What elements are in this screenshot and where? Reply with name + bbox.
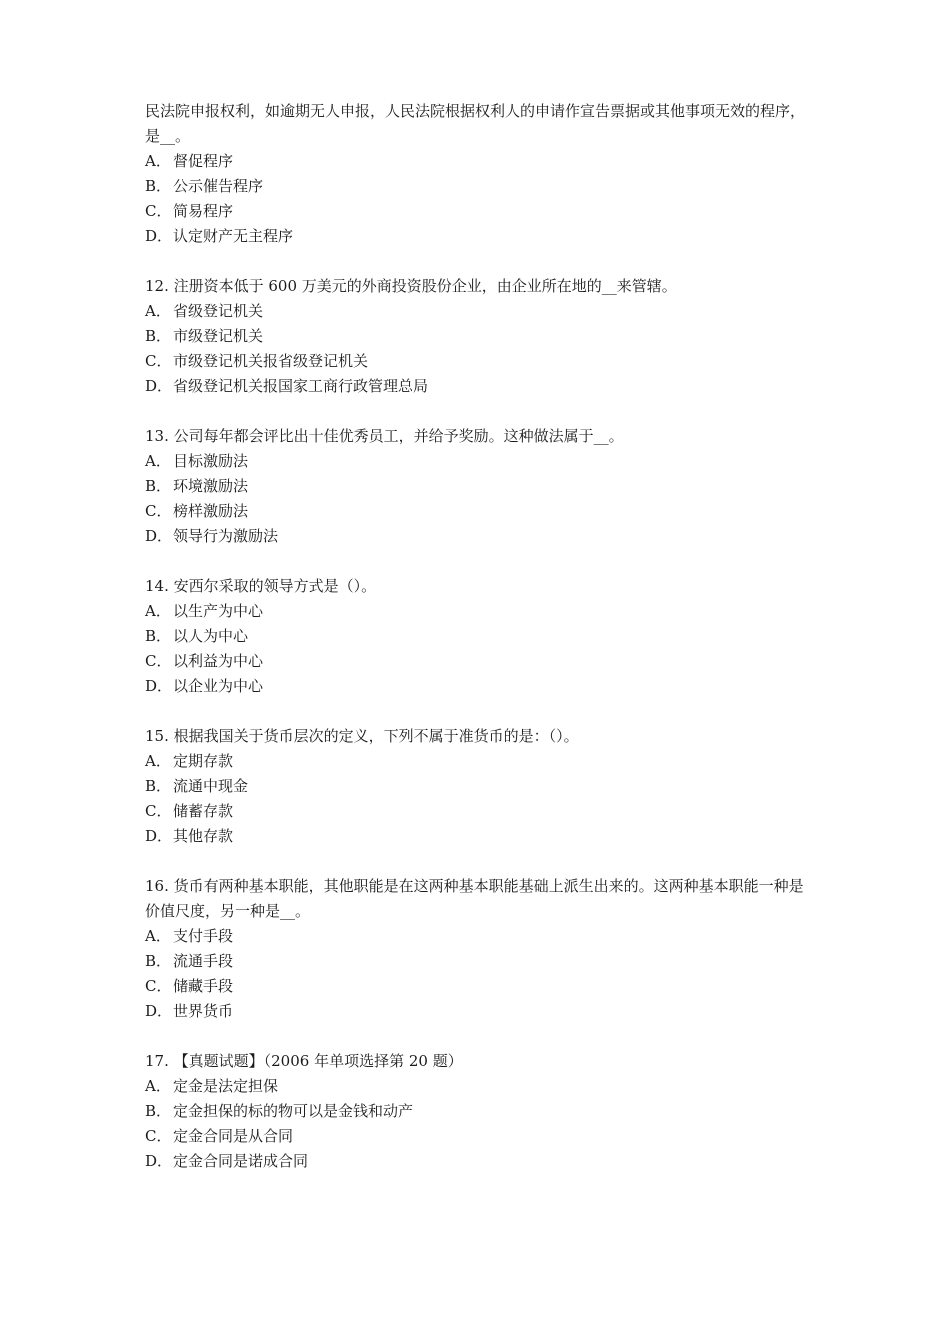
option-text: 以利益为中心 [173, 652, 264, 670]
option-letter: D． [145, 227, 173, 245]
option-letter: C． [145, 1127, 172, 1145]
option-a [145, 449, 815, 474]
option-b [145, 774, 815, 799]
option-letter: C． [145, 502, 172, 520]
option-letter: B． [145, 952, 172, 970]
option-letter: A． [145, 452, 171, 470]
option-letter: D． [145, 527, 173, 545]
option-list [145, 924, 815, 1024]
option-a [145, 1074, 815, 1099]
option-text: 定金合同是诺成合同 [173, 1152, 309, 1170]
question-stem: 15. 根据我国关于货币层次的定义，下列不属于准货币的是：（）。 [145, 727, 579, 745]
question-13 [145, 424, 815, 549]
option-text: 定金是法定担保 [173, 1077, 279, 1095]
option-text: 流通手段 [173, 952, 234, 970]
option-d [145, 374, 815, 399]
option-letter: A． [145, 152, 171, 170]
option-text: 以生产为中心 [173, 602, 264, 620]
option-a [145, 299, 815, 324]
option-letter: D． [145, 677, 173, 695]
option-d [145, 1149, 815, 1174]
option-list [145, 299, 815, 399]
option-list [145, 449, 815, 549]
option-text: 榜样激励法 [173, 502, 249, 520]
option-c [145, 799, 815, 824]
option-text: 目标激励法 [173, 452, 249, 470]
option-text: 储藏手段 [173, 977, 234, 995]
option-letter: D． [145, 827, 173, 845]
option-c [145, 649, 815, 674]
option-letter: B． [145, 627, 172, 645]
question-stem: 17. 【真题试题】（2006 年单项选择第 20 题） [145, 1052, 463, 1070]
option-c [145, 1124, 815, 1149]
option-list [145, 749, 815, 849]
option-text: 定期存款 [173, 752, 234, 770]
option-text: 定金合同是从合同 [173, 1127, 294, 1145]
option-letter: C． [145, 352, 172, 370]
option-letter: A． [145, 302, 171, 320]
option-list [145, 599, 815, 699]
option-b [145, 624, 815, 649]
option-list [145, 149, 815, 249]
option-a [145, 924, 815, 949]
option-letter: B． [145, 327, 172, 345]
question-11 [145, 99, 815, 249]
option-text: 市级登记机关报省级登记机关 [173, 352, 369, 370]
option-text: 其他存款 [173, 827, 234, 845]
question-stem: 民法院申报权利，如逾期无人申报，人民法院根据权利人的申请作宣告票据或其他事项无效的程序，是__。 [145, 102, 806, 145]
option-text: 领导行为激励法 [173, 527, 279, 545]
question-16 [145, 874, 815, 1024]
option-text: 以人为中心 [173, 627, 249, 645]
option-letter: A． [145, 752, 171, 770]
option-letter: A． [145, 927, 171, 945]
question-17 [145, 1049, 815, 1174]
option-text: 世界货币 [173, 1002, 234, 1020]
question-15 [145, 724, 815, 849]
question-14 [145, 574, 815, 699]
option-text: 环境激励法 [173, 477, 249, 495]
option-d [145, 674, 815, 699]
document-page [145, 99, 815, 1199]
option-text: 储蓄存款 [173, 802, 234, 820]
option-d [145, 999, 815, 1024]
option-letter: D． [145, 1152, 173, 1170]
question-stem: 13. 公司每年都会评比出十佳优秀员工，并给予奖励。这种做法属于__。 [145, 427, 624, 445]
option-letter: C． [145, 802, 172, 820]
option-letter: D． [145, 377, 173, 395]
question-stem: 14. 安西尔采取的领导方式是（）。 [145, 577, 377, 595]
option-a [145, 749, 815, 774]
option-b [145, 949, 815, 974]
option-letter: A． [145, 602, 171, 620]
option-b [145, 1099, 815, 1124]
option-text: 以企业为中心 [173, 677, 264, 695]
option-letter: B． [145, 1102, 172, 1120]
option-letter: C． [145, 652, 172, 670]
option-c [145, 349, 815, 374]
option-d [145, 524, 815, 549]
option-letter: A． [145, 1077, 171, 1095]
question-stem: 12. 注册资本低于 600 万美元的外商投资股份企业，由企业所在地的__来管辖。 [145, 277, 677, 295]
option-letter: B． [145, 177, 172, 195]
option-text: 省级登记机关 [173, 302, 264, 320]
option-a [145, 149, 815, 174]
option-b [145, 474, 815, 499]
option-b [145, 324, 815, 349]
option-text: 定金担保的标的物可以是金钱和动产 [173, 1102, 414, 1120]
question-stem: 16. 货币有两种基本职能，其他职能是在这两种基本职能基础上派生出来的。这两种基本职能一种是价值尺度，另一种是__。 [145, 877, 804, 920]
option-text: 公示催告程序 [173, 177, 264, 195]
option-text: 流通中现金 [173, 777, 249, 795]
option-d [145, 824, 815, 849]
option-letter: D． [145, 1002, 173, 1020]
option-text: 简易程序 [173, 202, 234, 220]
option-c [145, 199, 815, 224]
option-text: 认定财产无主程序 [173, 227, 294, 245]
option-letter: B． [145, 477, 172, 495]
option-text: 市级登记机关 [173, 327, 264, 345]
option-b [145, 174, 815, 199]
option-text: 支付手段 [173, 927, 234, 945]
option-c [145, 974, 815, 999]
option-c [145, 499, 815, 524]
question-12 [145, 274, 815, 399]
option-text: 督促程序 [173, 152, 234, 170]
option-letter: B． [145, 777, 172, 795]
option-text: 省级登记机关报国家工商行政管理总局 [173, 377, 429, 395]
option-letter: C． [145, 977, 172, 995]
option-a [145, 599, 815, 624]
option-letter: C． [145, 202, 172, 220]
option-d [145, 224, 815, 249]
option-list [145, 1074, 815, 1174]
